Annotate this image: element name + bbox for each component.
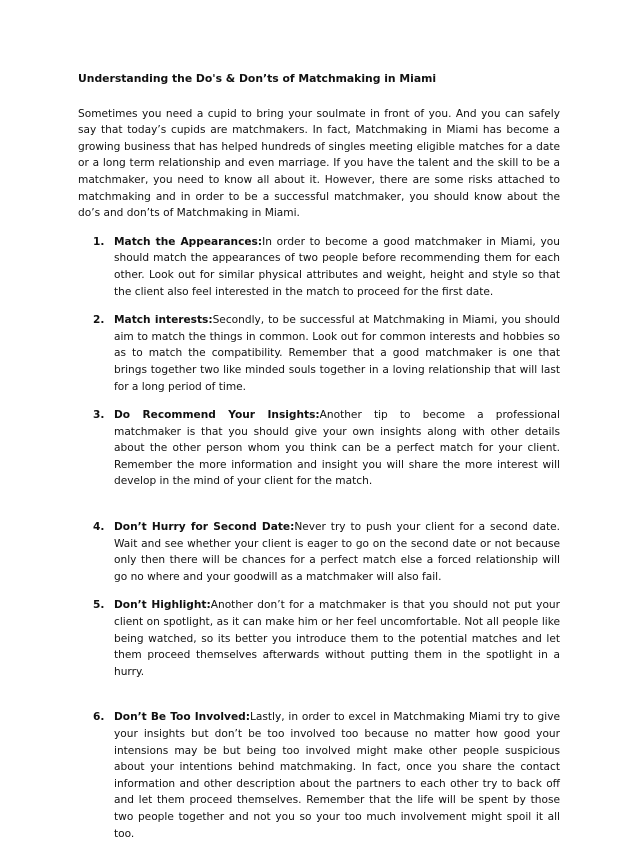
item-number: 3. (93, 409, 105, 422)
list-item (78, 709, 560, 842)
item-text: Secondly, to be successful at Matchmaking in Miami, you should aim to match the things in common. Look out for common interests and hobbies so as to match the compatibility. Remember that a good matchmaker is one that brings together two like minded souls together in a loving relationship that will last for a long period of time. (114, 314, 560, 393)
item-text: Lastly, in order to excel in Matchmaking Miami try to give your insights but don’t be too involved too because no matter how good your intensions may be but being too involved might make other people suspicious about your intentions behind matchmaking. In fact, once you share the contact information and other description about the partners to each other try to back off and let them proceed themselves. Remember that the life will be spent by those two people together and not you so your too much involvement might spoil it all too. (114, 711, 560, 840)
item-number: 6. (93, 711, 105, 724)
item-number: 5. (93, 599, 105, 612)
list-item (78, 597, 560, 680)
intro-paragraph: Sometimes you need a cupid to bring your soulmate in front of you. And you can safely say that today’s cupids are matchmakers. In fact, Matchmaking in Miami has become a growing business that has helped hundreds of singles meeting eligible matches for a date or a long term relationship and even marriage. If you have the talent and the skill to be a matchmaker, you need to know all about it. However, there are some risks attached to matchmaking and in order to be a successful matchmaker, you should know about the do’s and don’ts of Matchmaking in Miami. (78, 107, 560, 220)
list-item (78, 234, 560, 300)
item-heading: Don’t Be Too Involved: (114, 711, 250, 724)
item-heading: Match interests: (114, 314, 213, 327)
item-heading: Match the Appearances: (114, 235, 263, 248)
item-heading: Don’t Hurry for Second Date: (114, 521, 295, 534)
list-item (78, 312, 560, 395)
tips-list (78, 234, 560, 842)
item-number: 4. (93, 521, 105, 534)
item-heading: Do Recommend Your Insights: (114, 409, 320, 422)
item-text: Never try to push your client for a second date. Wait and see whether your client is eager to go on the second date or not because only then there will be chances for a perfect match else a forced relationship will go no where and your goodwill as a matchmaker will also fail. (114, 521, 560, 583)
item-number: 2. (93, 314, 105, 327)
item-text: In order to become a good matchmaker in Miami, you should match the appearances of two people before recommending them for each other. Look out for similar physical attributes and weight, height and style so that the client also feel interested in the match to proceed for the first date. (114, 235, 560, 298)
page-title: Understanding the Do's & Don’ts of Matchmaking in Miami (78, 72, 437, 85)
item-heading: Don’t Highlight: (114, 599, 211, 612)
item-text: Another tip to become a professional matchmaker is that you should give your own insights along with other details about the other person whom you think can be a perfect match for your client. Remember the more information and insight you will share the more interest will develop in the mind of your client for the match. (114, 409, 560, 488)
list-item (78, 519, 560, 585)
item-number: 1. (93, 235, 105, 248)
list-item (78, 407, 560, 490)
item-text: Another don’t for a matchmaker is that you should not put your client on spotlight, as it can make him or her feel uncomfortable. Not all people like being watched, so its better you introduce them to the potential matches and let them proceed themselves afterwards without putting them in the spotlight in a hurry. (114, 599, 560, 678)
